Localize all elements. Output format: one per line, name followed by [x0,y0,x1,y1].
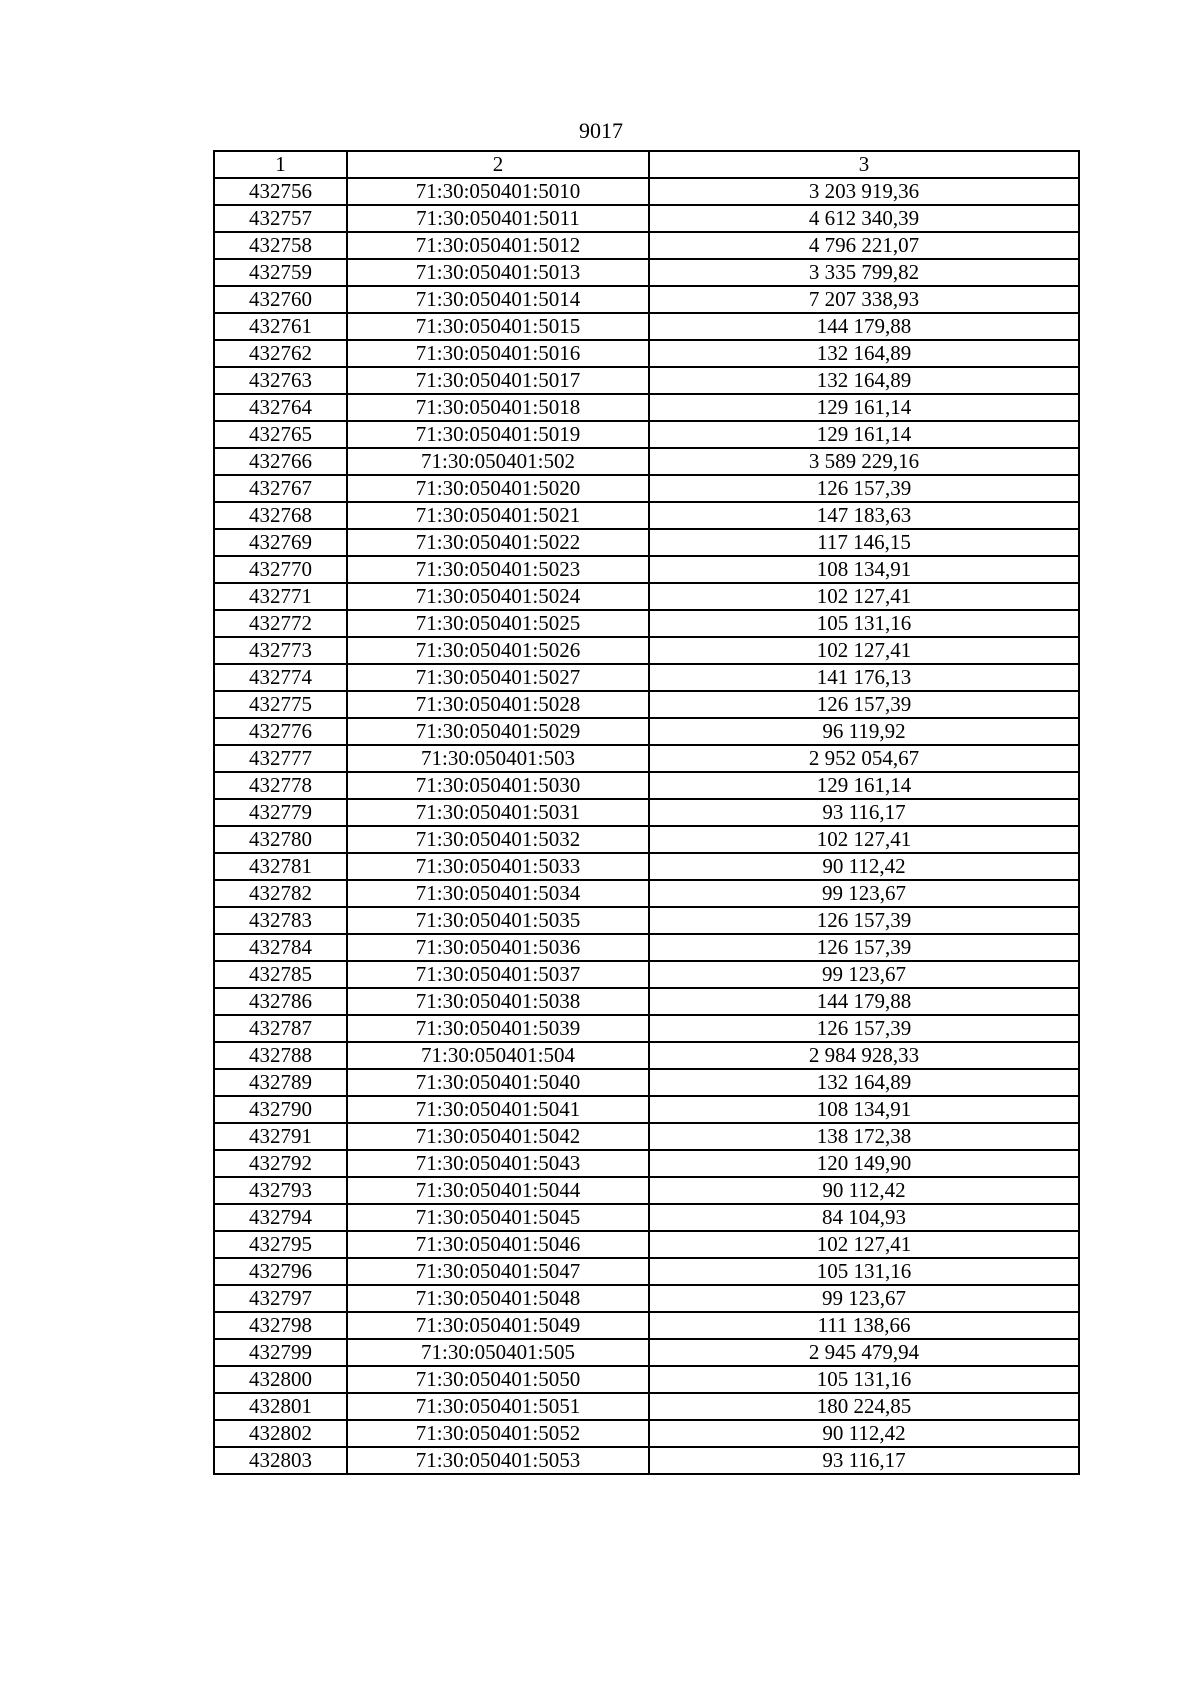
table-row [214,232,1079,259]
row-number-cell: 432792 [214,1150,347,1177]
value-cell: 3 335 799,82 [649,259,1079,286]
row-number-cell: 432787 [214,1015,347,1042]
cadastral-number-cell: 71:30:050401:5049 [347,1312,649,1339]
row-number-cell: 432766 [214,448,347,475]
row-number-cell: 432781 [214,853,347,880]
row-number-cell: 432756 [214,178,347,205]
cadastral-number-cell: 71:30:050401:5046 [347,1231,649,1258]
table-row [214,1258,1079,1285]
value-cell: 3 589 229,16 [649,448,1079,475]
value-cell: 105 131,16 [649,1258,1079,1285]
row-number-cell: 432793 [214,1177,347,1204]
table-row [214,1150,1079,1177]
row-number-cell: 432769 [214,529,347,556]
row-number-cell: 432801 [214,1393,347,1420]
table-row [214,934,1079,961]
table-row [214,1015,1079,1042]
cadastral-number-cell: 71:30:050401:5018 [347,394,649,421]
table-row [214,1366,1079,1393]
value-cell: 111 138,66 [649,1312,1079,1339]
cadastral-number-cell: 71:30:050401:5045 [347,1204,649,1231]
cadastral-number-cell: 71:30:050401:5042 [347,1123,649,1150]
value-cell: 108 134,91 [649,1096,1079,1123]
cadastral-number-cell: 71:30:050401:5017 [347,367,649,394]
row-number-cell: 432800 [214,1366,347,1393]
row-number-cell: 432776 [214,718,347,745]
cadastral-number-cell: 71:30:050401:5043 [347,1150,649,1177]
table-row [214,313,1079,340]
row-number-cell: 432770 [214,556,347,583]
cadastral-number-cell: 71:30:050401:5024 [347,583,649,610]
value-cell: 90 112,42 [649,1420,1079,1447]
table-row [214,448,1079,475]
cadastral-number-cell: 71:30:050401:5030 [347,772,649,799]
row-number-cell: 432785 [214,961,347,988]
value-cell: 105 131,16 [649,610,1079,637]
cadastral-number-cell: 71:30:050401:5039 [347,1015,649,1042]
row-number-cell: 432760 [214,286,347,313]
table-row [214,394,1079,421]
cadastral-number-cell: 71:30:050401:5014 [347,286,649,313]
cadastral-number-cell: 71:30:050401:5034 [347,880,649,907]
table-row [214,205,1079,232]
table-row [214,988,1079,1015]
value-cell: 102 127,41 [649,583,1079,610]
table-row [214,259,1079,286]
value-cell: 129 161,14 [649,421,1079,448]
value-cell: 93 116,17 [649,799,1079,826]
value-cell: 120 149,90 [649,1150,1079,1177]
value-cell: 126 157,39 [649,691,1079,718]
row-number-cell: 432757 [214,205,347,232]
table-row [214,529,1079,556]
table-row [214,799,1079,826]
value-cell: 129 161,14 [649,394,1079,421]
table-row [214,691,1079,718]
value-cell: 2 984 928,33 [649,1042,1079,1069]
row-number-cell: 432788 [214,1042,347,1069]
row-number-cell: 432796 [214,1258,347,1285]
value-cell: 102 127,41 [649,826,1079,853]
table-row [214,1312,1079,1339]
cadastral-number-cell: 71:30:050401:5038 [347,988,649,1015]
register-table [213,150,1080,1475]
row-number-cell: 432761 [214,313,347,340]
cadastral-number-cell: 71:30:050401:5012 [347,232,649,259]
row-number-cell: 432798 [214,1312,347,1339]
table-row [214,340,1079,367]
table-row [214,421,1079,448]
value-cell: 99 123,67 [649,961,1079,988]
table-row [214,907,1079,934]
value-cell: 147 183,63 [649,502,1079,529]
value-cell: 126 157,39 [649,1015,1079,1042]
row-number-cell: 432786 [214,988,347,1015]
row-number-cell: 432791 [214,1123,347,1150]
table-row [214,718,1079,745]
row-number-cell: 432767 [214,475,347,502]
cadastral-number-cell: 71:30:050401:5051 [347,1393,649,1420]
table-row [214,610,1079,637]
row-number-cell: 432764 [214,394,347,421]
row-number-cell: 432802 [214,1420,347,1447]
value-cell: 90 112,42 [649,1177,1079,1204]
table-row [214,664,1079,691]
value-cell: 102 127,41 [649,1231,1079,1258]
table-header-row [214,151,1079,178]
row-number-cell: 432794 [214,1204,347,1231]
page-number: 9017 [579,118,623,143]
row-number-cell: 432758 [214,232,347,259]
row-number-cell: 432783 [214,907,347,934]
cadastral-number-cell: 71:30:050401:5026 [347,637,649,664]
row-number-cell: 432790 [214,1096,347,1123]
value-cell: 7 207 338,93 [649,286,1079,313]
cadastral-number-cell: 71:30:050401:5052 [347,1420,649,1447]
cadastral-number-cell: 71:30:050401:5028 [347,691,649,718]
table-row [214,178,1079,205]
cadastral-number-cell: 71:30:050401:5040 [347,1069,649,1096]
table-row [214,1204,1079,1231]
cadastral-number-cell: 71:30:050401:5031 [347,799,649,826]
table-row [214,475,1079,502]
value-cell: 84 104,93 [649,1204,1079,1231]
row-number-cell: 432780 [214,826,347,853]
cadastral-number-cell: 71:30:050401:5044 [347,1177,649,1204]
value-cell: 2 945 479,94 [649,1339,1079,1366]
table-row [214,1069,1079,1096]
table-row [214,1096,1079,1123]
value-cell: 132 164,89 [649,367,1079,394]
value-cell: 132 164,89 [649,1069,1079,1096]
cadastral-number-cell: 71:30:050401:5027 [347,664,649,691]
value-cell: 126 157,39 [649,934,1079,961]
value-cell: 99 123,67 [649,880,1079,907]
table-row [214,1393,1079,1420]
row-number-cell: 432775 [214,691,347,718]
table-row [214,772,1079,799]
row-number-cell: 432782 [214,880,347,907]
table-row [214,1447,1079,1474]
cadastral-number-cell: 71:30:050401:5025 [347,610,649,637]
table-row [214,853,1079,880]
table-row [214,1420,1079,1447]
cadastral-number-cell: 71:30:050401:5029 [347,718,649,745]
value-cell: 90 112,42 [649,853,1079,880]
value-cell: 129 161,14 [649,772,1079,799]
cadastral-number-cell: 71:30:050401:5022 [347,529,649,556]
table-row [214,1231,1079,1258]
row-number-cell: 432765 [214,421,347,448]
column-header-3: 3 [649,151,1079,178]
table-row [214,637,1079,664]
cadastral-number-cell: 71:30:050401:5010 [347,178,649,205]
column-header-2: 2 [347,151,649,178]
value-cell: 96 119,92 [649,718,1079,745]
cadastral-number-cell: 71:30:050401:5015 [347,313,649,340]
table-row [214,1285,1079,1312]
cadastral-number-cell: 71:30:050401:5019 [347,421,649,448]
value-cell: 105 131,16 [649,1366,1079,1393]
value-cell: 2 952 054,67 [649,745,1079,772]
table-row [214,826,1079,853]
row-number-cell: 432773 [214,637,347,664]
cadastral-number-cell: 71:30:050401:5035 [347,907,649,934]
row-number-cell: 432762 [214,340,347,367]
table-row [214,286,1079,313]
row-number-cell: 432777 [214,745,347,772]
value-cell: 138 172,38 [649,1123,1079,1150]
table-row [214,1123,1079,1150]
cadastral-number-cell: 71:30:050401:5036 [347,934,649,961]
table-row [214,502,1079,529]
row-number-cell: 432759 [214,259,347,286]
value-cell: 132 164,89 [649,340,1079,367]
value-cell: 102 127,41 [649,637,1079,664]
value-cell: 4 796 221,07 [649,232,1079,259]
row-number-cell: 432789 [214,1069,347,1096]
table-row [214,880,1079,907]
cadastral-number-cell: 71:30:050401:5021 [347,502,649,529]
cadastral-number-cell: 71:30:050401:5053 [347,1447,649,1474]
table-row [214,556,1079,583]
value-cell: 93 116,17 [649,1447,1079,1474]
value-cell: 126 157,39 [649,907,1079,934]
row-number-cell: 432803 [214,1447,347,1474]
cadastral-number-cell: 71:30:050401:5011 [347,205,649,232]
column-header-1: 1 [214,151,347,178]
cadastral-number-cell: 71:30:050401:5048 [347,1285,649,1312]
row-number-cell: 432774 [214,664,347,691]
row-number-cell: 432797 [214,1285,347,1312]
value-cell: 144 179,88 [649,988,1079,1015]
cadastral-number-cell: 71:30:050401:5041 [347,1096,649,1123]
cadastral-number-cell: 71:30:050401:5023 [347,556,649,583]
value-cell: 99 123,67 [649,1285,1079,1312]
row-number-cell: 432799 [214,1339,347,1366]
row-number-cell: 432763 [214,367,347,394]
row-number-cell: 432771 [214,583,347,610]
row-number-cell: 432795 [214,1231,347,1258]
row-number-cell: 432768 [214,502,347,529]
table-row [214,1177,1079,1204]
value-cell: 180 224,85 [649,1393,1079,1420]
cadastral-number-cell: 71:30:050401:504 [347,1042,649,1069]
row-number-cell: 432778 [214,772,347,799]
row-number-cell: 432779 [214,799,347,826]
table-row [214,583,1079,610]
value-cell: 144 179,88 [649,313,1079,340]
value-cell: 141 176,13 [649,664,1079,691]
cadastral-number-cell: 71:30:050401:5020 [347,475,649,502]
table-row [214,1339,1079,1366]
value-cell: 126 157,39 [649,475,1079,502]
table-row [214,1042,1079,1069]
table-row [214,961,1079,988]
cadastral-number-cell: 71:30:050401:5047 [347,1258,649,1285]
cadastral-number-cell: 71:30:050401:5037 [347,961,649,988]
cadastral-number-cell: 71:30:050401:5013 [347,259,649,286]
cadastral-number-cell: 71:30:050401:503 [347,745,649,772]
cadastral-number-cell: 71:30:050401:5033 [347,853,649,880]
value-cell: 4 612 340,39 [649,205,1079,232]
row-number-cell: 432772 [214,610,347,637]
register-table-body [214,151,1079,1474]
table-row [214,367,1079,394]
cadastral-number-cell: 71:30:050401:502 [347,448,649,475]
cadastral-number-cell: 71:30:050401:5032 [347,826,649,853]
cadastral-number-cell: 71:30:050401:5050 [347,1366,649,1393]
row-number-cell: 432784 [214,934,347,961]
table-row [214,745,1079,772]
cadastral-number-cell: 71:30:050401:5016 [347,340,649,367]
value-cell: 117 146,15 [649,529,1079,556]
value-cell: 3 203 919,36 [649,178,1079,205]
cadastral-number-cell: 71:30:050401:505 [347,1339,649,1366]
value-cell: 108 134,91 [649,556,1079,583]
